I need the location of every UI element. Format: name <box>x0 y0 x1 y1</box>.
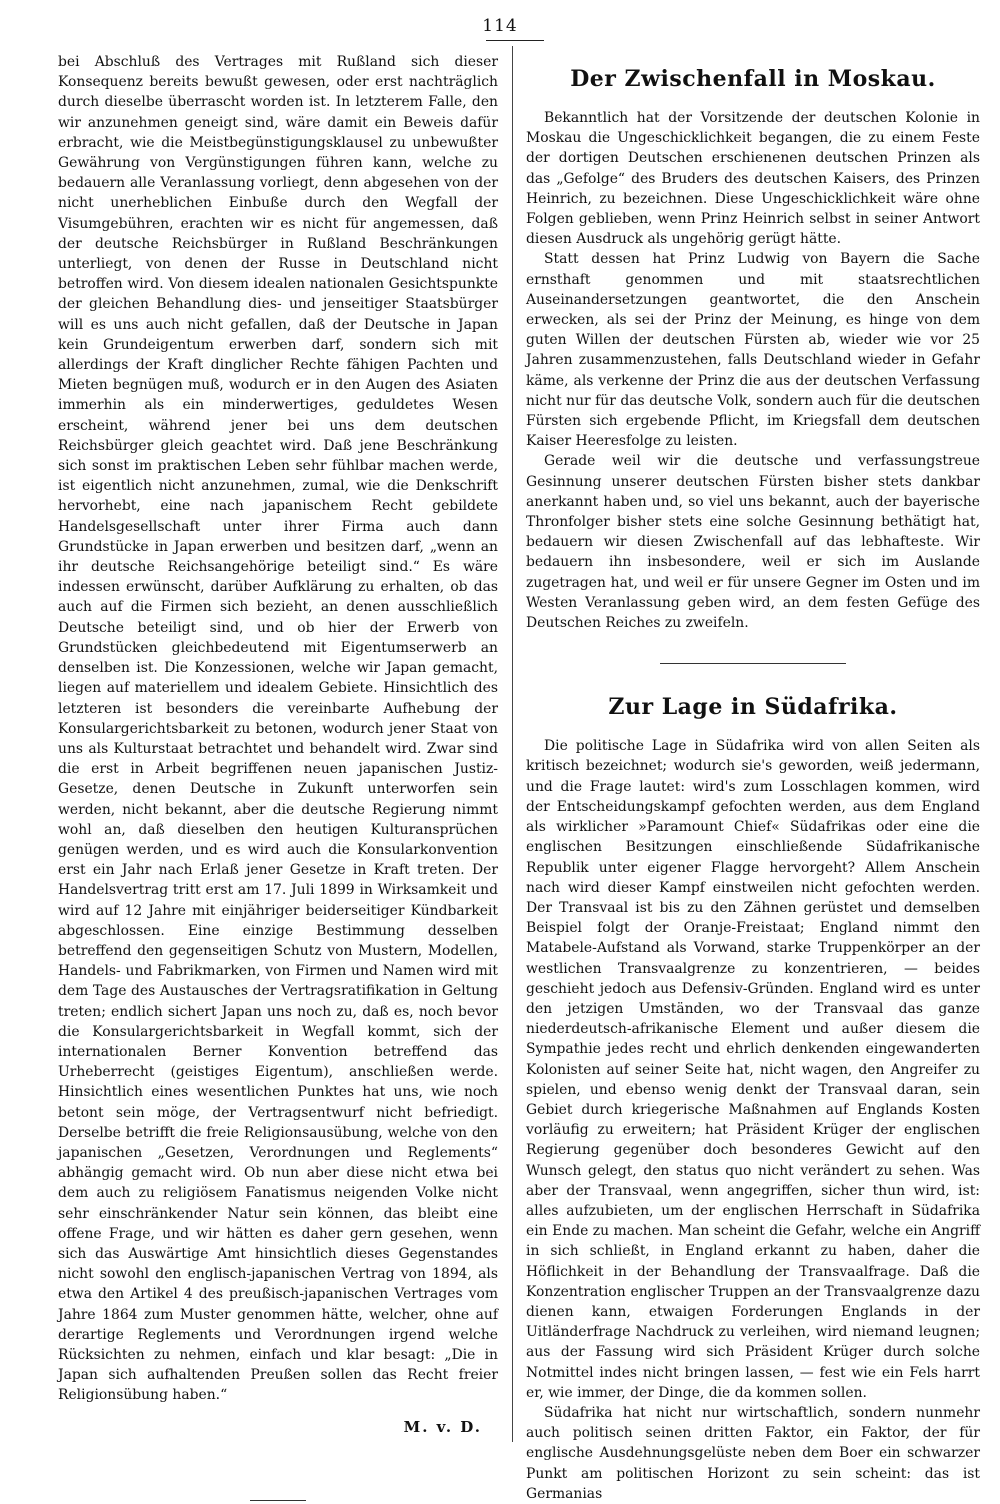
article-paragraph: Statt dessen hat Prinz Ludwig von Bayern die Sache ernsthaft genommen und mit staatsrechtlichen Auseinandersetzungen geantwortet, die den Anschein erwecken, als sei der Prinz der Meinung, es hinge von dem guten Willen der deutschen Fürsten ab, wieder wie vor 25 Jahren zusammenzustehen, falls Deutschland wieder in Gefahr käme, als verkenne der Prinz die aus der deutschen Verfassung nicht nur für das deutsche Volk, sondern auch für die deutschen Fürsten sich ergebende Pflicht, im Kriegsfall dem deutschen Kaiser Heeresfolge zu leisten. <box>526 251 980 450</box>
article-paragraph: Die politische Lage in Südafrika wird von allen Seiten als kritisch bezeichnet; wodurch sie's geworden, weiß jedermann, und die Frage lautet: wird's zum Losschlagen kommen, wird der Entscheidungskampf gefochten werden, aus dem England als wirklicher »Paramount Chief« Südafrikas oder eine die englischen Besitzungen einschließende Südafrikanische Republik unter eigener Flagge hervorgeht? Allem Anschein nach wird dieser Kampf einstweilen nicht gefochten werden. Der Transvaal ist bis zu den Zähnen gerüstet und demselben Beispiel folgt der Oranje-Freistaat; England nimmt den Matabele-Aufstand als Vorwand, starke Truppenkörper an der westlichen Transvaalgrenze zu konzentrieren, — beides geschieht jedoch aus Defensiv-Gründen. England wird es unter den jetzigen Umständen, wo der Transvaal das ganze niederdeutsch-afrikanische Element und außer diesem die Sympathie jedes recht und ehrlich denkenden eingewanderten Kolonisten auf seiner Seite hat, nicht wagen, den Angreifer zu spielen, und ebenso wenig denkt der Transvaal daran, sein Gebiet durch kriegerische Maßnahmen auf Englands Kosten vorläufig zu erweitern; hat Präsident Krüger der englischen Regierung gegenüber doch besonderes Gewicht auf den Wunsch gelegt, den status quo nicht verändert zu sehen. Was aber der Transvaal, wenn angegriffen, sicher thun wird, ist: alles aufzubieten, um der englischen Herrschaft in Südafrika ein Ende zu machen. Man scheint die Gefahr, welche ein Angriff in sich schließt, in England erkannt zu haben, daher die Höflichkeit in der Behandlung der Transvaalfrage. Daß die Konzentration englischer Truppen an der Transvaalgrenze dazu dienen kann, etwaigen Forderungen Englands in der Uitländerfrage Nachdruck zu verleihen, wird niemand leugnen; aus der Fassung wird sich Präsident Krüger durch solche Notmittel indes nicht bringen lassen, — fest wie ein Fels harrt er, wie immer, der Dinge, die da kommen sollen. <box>526 738 980 1401</box>
column-divider <box>512 46 513 1442</box>
article-paragraph: Gerade weil wir die deutsche und verfassungstreue Gesinnung unserer deutschen Fürsten bisher stets dankbar anerkannt haben und, so viel uns bekannt, auch der bayerische Thronfolger bisher stets eine solche Gesinnung bethätigt hat, bedauern wir diesen Zwischenfall auf das lebhafteste. Wir bedauern ihn insbesondere, weil er sich im Auslande zugetragen hat, und weil er für unsere Gegner im Osten und im Westen Veranlassung geben wird, an dem festen Gefüge des Deutschen Reiches zu zweifeln. <box>526 453 980 632</box>
article-continuation-paragraph: bei Abschluß des Vertrages mit Rußland sich dieser Konsequenz bereits bewußt gewesen, oder erst nachträglich durch dieselbe überrascht worden ist. In letzterem Falle, den wir anzunehmen geneigt sind, wäre damit ein Beweis dafür erbracht, wie die Meistbegünstigungsklausel zu unbewußter Gewährung von Vergünstigungen führen kann, welche zu bedauern alle Veranlassung vorliegt, denn abgesehen von der nicht unerheblichen Einbuße durch den Wegfall der Visumgebühren, erachten wir es nicht für angemessen, daß der deutsche Reichsbürger in Rußland Beschränkungen unterliegt, von denen der Russe in Deutschland nicht betroffen wird. Von diesem idealen nationalen Gesichtspunkte der gleichen Behandlung dies- und jenseitiger Staatsbürger will es uns auch nicht gefallen, daß der Deutsche in Japan kein Grundeigentum erwerben darf, sondern sich mit allerdings der Kraft dinglicher Rechte fähigen Pachten und Mieten begnügen muß, wodurch er in den Augen des Asiaten immerhin als ein minderwertiges, geduldetes Wesen erscheint, während jener bei uns dem deutschen Reichsbürger gleich geachtet wird. Daß jene Beschränkung sich sonst im praktischen Leben sehr fühlbar machen werde, ist eigentlich nicht anzunehmen, zumal, wie die Denkschrift hervorhebt, eine nach japanischem Recht gebildete Handelsgesellschaft unter ihrer Firma auch dann Grundstücke in Japan erwerben und besitzen darf, „wenn an ihr deutsche Reichsangehörige beteiligt sind.“ Es wäre indessen erwünscht, darüber Aufklärung zu erhalten, ob das auch auf die Firmen sich bezieht, an denen ausschließlich Deutsche beteiligt sind, und ob hier der Erwerb von Grundstücken gleichbedeutend mit Eigentumserwerb an denselben ist. Die Konzessionen, welche wir Japan gemacht, liegen auf materiellem und idealem Gebiete. Hinsichtlich des letzteren ist besonders die vereinbarte Aufhebung der Konsulargerichtsbarkeit zu betonen, wodurch jener Staat von uns als Kulturstaat betrachtet und behandelt wird. Zwar sind die erst in Arbeit begriffenen neuen japanischen Justiz-Gesetze, denen Deutsche in Zukunft unterworfen sein werden, nicht bekannt, aber die deutsche Regierung nimmt wohl an, daß dieselben den heutigen Kulturansprüchen genügen werden, und es wird auch die Konsularkonvention erst ein Jahr nach Erlaß jener Gesetze in Kraft treten. Der Handelsvertrag tritt erst am 17. Juli 1899 in Wirksamkeit und wird auf 12 Jahre mit einjähriger beiderseitiger Kündbarkeit abgeschlossen. Eine einzige Bestimmung desselben betreffend den gegenseitigen Schutz von Mustern, Modellen, Handels- und Fabrikmarken, von Firmen und Namen wird mit dem Tage des Austausches der Vertragsratifikation in Geltung treten; endlich sichert Japan uns noch zu, daß es, noch bevor die Konsulargerichtsbarkeit in Wegfall kommt, sich der internationalen Berner Konvention betreffend das Urheberrecht (geistiges Eigentum), anschließen werde. Hinsichtlich eines wesentlichen Punktes hat uns, wie noch betont sein möge, der Vertragsentwurf nicht befriedigt. Derselbe betrifft die freie Religionsausübung, welche von den japanischen „Gesetzen, Verordnungen und Reglements“ abhängig gemacht wird. Ob nun aber diese nicht etwa bei dem auch zu religiösem Fanatismus neigenden Volke nicht sehr einschränkender Natur sein können, das bleibt eine offene Frage, und wir hätten es daher gern gesehen, wenn sich das Auswärtige Amt hinsichtlich dieses Gegenstandes nicht sowohl den englisch-japanischen Vertrag von 1894, als etwa den Artikel 4 des preußisch-japanischen Vertrages vom Jahre 1864 zum Muster genommen hätte, welcher, ohne auf derartige Reglements und Verordnungen irgend welche Rücksichten zu nehmen, einfach und klar besagt: „Die in Japan sich aufhaltenden Preußen sollen das Recht freier Religionsübung haben.“ <box>58 54 498 1404</box>
end-rule <box>250 1500 306 1501</box>
author-signature: M. v. D. <box>403 1417 482 1436</box>
article-paragraph: Südafrika hat nicht nur wirtschaftlich, sondern nunmehr auch politisch seinen dritten Faktor, ein Faktor, der für englische Ausdehnungsgelüste neben dem Boer ein schwarzer Punkt am politischen Horizont zu sein scheint: das ist Germanias <box>526 1404 980 1502</box>
page-number-rule <box>486 40 544 41</box>
article-title-moskau: Der Zwischenfall in Moskau. <box>570 66 936 92</box>
article-title-suedafrika: Zur Lage in Südafrika. <box>608 694 898 721</box>
article-paragraph: Bekanntlich hat der Vorsitzende der deutschen Kolonie in Moskau die Ungeschicklichkeit begangen, die zu einem Feste der dortigen Deutschen erschienenen deutschen Prinzen als das „Gefolge“ des Bruders des deutschen Kaisers, des Prinzen Heinrich, zu bezeichnen. Diese Ungeschicklichkeit wäre ohne Folgen geblieben, wenn Prinz Heinrich selbst in seiner Antwort diesen Ausdruck als ungehörig gerügt hätte. <box>526 110 980 248</box>
section-rule <box>660 663 846 664</box>
right-column <box>526 52 980 1504</box>
page-number: 114 <box>482 16 518 36</box>
left-column <box>58 52 498 1501</box>
